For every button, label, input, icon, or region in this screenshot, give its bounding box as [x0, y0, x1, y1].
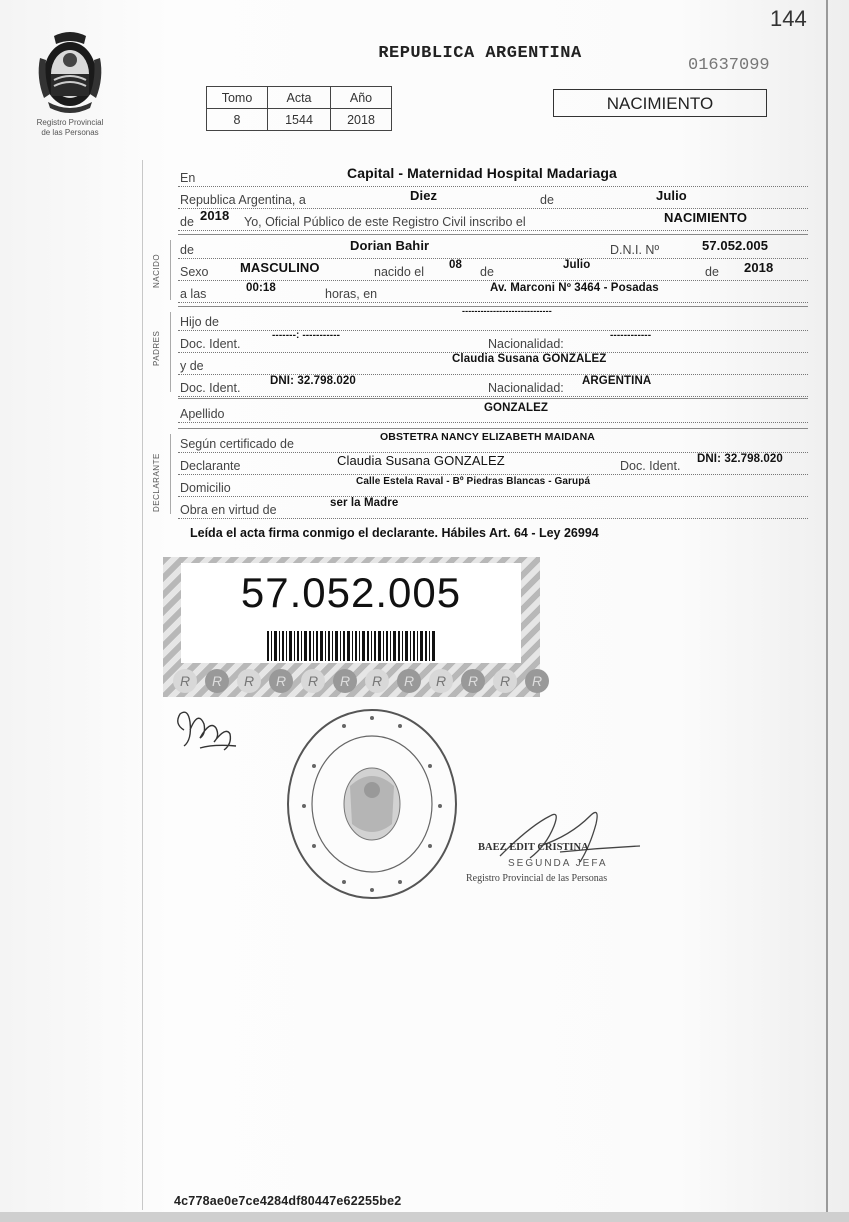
father-doc-label: Doc. Ident.	[180, 337, 241, 351]
closing-text: Leída el acta firma conmigo el declarante. Hábiles Art. 64 - Ley 26994	[190, 526, 599, 540]
serial-number: 01637099	[688, 56, 770, 75]
address-value: Calle Estela Raval - Bº Piedras Blancas - Garupá	[356, 476, 591, 487]
margin-rule	[142, 160, 143, 1210]
father-nacionalidad-label: Nacionalidad:	[488, 337, 564, 351]
padres-section-label: PADRES	[152, 330, 161, 366]
security-r-icon: R	[333, 669, 357, 693]
registry-name	[18, 118, 122, 138]
act-word-value: NACIMIENTO	[664, 210, 748, 225]
apellido-value: GONZALEZ	[484, 402, 549, 414]
nacido-top-rule	[178, 234, 808, 235]
official-role: SEGUNDA JEFA	[508, 858, 608, 869]
nacido-section-bar	[170, 240, 171, 300]
nacido-el-label: nacido el	[374, 265, 425, 279]
y-de-label: y de	[180, 359, 204, 373]
act-type-box: NACIMIENTO	[553, 89, 767, 117]
mother-doc-label: Doc. Ident.	[180, 381, 241, 395]
day-text-value: Diez	[410, 188, 438, 203]
child-dni-value: 57.052.005	[702, 238, 769, 253]
certificado-label: Según certificado de	[180, 437, 294, 451]
declarante-section-label: DECLARANTE	[152, 453, 161, 512]
official-seal-icon	[284, 706, 460, 902]
official-name: BAEZ EDIT CRISTINA	[478, 842, 589, 853]
declarant-signature-icon	[170, 700, 250, 760]
barcode-icon	[267, 631, 437, 661]
tomo-header: Tomo	[207, 87, 268, 109]
dni-sticker	[163, 557, 543, 697]
sticker-dni-number: 57.052.005	[240, 569, 462, 616]
name-de-label: de	[180, 243, 194, 257]
birth-year-value: 2018	[744, 260, 774, 275]
declarante-top-rule	[178, 428, 808, 429]
birth-month-value: Julio	[563, 259, 591, 271]
father-nationality-value: ------------	[610, 330, 652, 341]
declarante-doc-value: DNI: 32.798.020	[697, 453, 783, 465]
sticker-security-pattern	[163, 669, 550, 697]
statement-text: Yo, Oficial Público de este Registro Civil inscribo el	[244, 215, 526, 229]
declarante-doc-label: Doc. Ident.	[620, 459, 681, 473]
domicilio-label: Domicilio	[180, 481, 231, 495]
a-las-label: a las	[180, 287, 207, 301]
republic-label: Republica Argentina, a	[180, 193, 306, 207]
sexo-label: Sexo	[180, 265, 209, 279]
reference-table-value-row	[207, 109, 392, 131]
mother-doc-value: DNI: 32.798.020	[270, 375, 356, 387]
tomo-value: 8	[207, 109, 268, 131]
acta-value: 1544	[268, 109, 331, 131]
child-name-value: Dorian Bahir	[350, 238, 430, 253]
page-number: 144	[770, 6, 807, 31]
page-bottom-edge	[0, 1212, 849, 1222]
anio-header: Año	[331, 87, 392, 109]
security-r-icon: R	[237, 669, 261, 693]
month-text-value: Julio	[656, 188, 687, 203]
nacido-section-label: NACIDO	[152, 253, 161, 288]
en-label: En	[180, 171, 196, 185]
acta-header: Acta	[268, 87, 331, 109]
security-r-icon: R	[365, 669, 389, 693]
place-value: Capital - Maternidad Hospital Madariaga	[347, 165, 617, 181]
mother-nacionalidad-label: Nacionalidad:	[488, 381, 564, 395]
birth-de-label: de	[480, 265, 494, 279]
security-r-icon: R	[461, 669, 485, 693]
padres-section-bar	[170, 312, 171, 392]
father-doc-value: -------: -----------	[272, 330, 341, 341]
birth-de-label-2: de	[705, 265, 719, 279]
security-r-icon: R	[493, 669, 517, 693]
birth-place-value: Av. Marconi Nº 3464 - Posadas	[490, 282, 659, 294]
anio-value: 2018	[331, 109, 392, 131]
certificate-value: OBSTETRA NANCY ELIZABETH MAIDANA	[380, 431, 595, 443]
birth-day-value: 08	[449, 259, 462, 271]
obra-label: Obra en virtud de	[180, 503, 277, 517]
year-text-value: 2018	[200, 208, 230, 223]
registry-name-line2: de las Personas	[41, 128, 99, 137]
horas-label: horas, en	[325, 287, 378, 301]
capacity-value: ser la Madre	[330, 497, 399, 509]
reference-table	[206, 86, 392, 131]
security-r-icon: R	[397, 669, 421, 693]
dni-sticker-label	[181, 563, 521, 663]
dni-label: D.N.I. Nº	[610, 243, 660, 257]
declarante-name-value: Claudia Susana GONZALEZ	[337, 453, 505, 468]
de-label-2: de	[180, 215, 194, 229]
document-hash: 4c778ae0e7ce4284df80447e62255be2	[174, 1194, 402, 1208]
hijo-de-label: Hijo de	[180, 315, 219, 329]
reference-table-header-row	[207, 87, 392, 109]
page-edge	[826, 0, 828, 1222]
security-r-icon: R	[525, 669, 549, 693]
sexo-value: MASCULINO	[240, 260, 320, 275]
provincial-coat-of-arms-logo	[34, 28, 106, 114]
apellido-label: Apellido	[180, 407, 225, 421]
birth-time-value: 00:18	[246, 282, 276, 294]
father-name-value: -----------------------------	[462, 306, 552, 316]
mother-name-value: Claudia Susana GONZALEZ	[452, 353, 607, 365]
apellido-top-rule	[178, 398, 808, 399]
country-title: REPUBLICA ARGENTINA	[378, 44, 582, 63]
mother-nationality-value: ARGENTINA	[582, 375, 652, 387]
security-r-icon: R	[173, 669, 197, 693]
declarante-label: Declarante	[180, 459, 241, 473]
declarante-section-bar	[170, 434, 171, 514]
security-r-icon: R	[269, 669, 293, 693]
security-r-icon: R	[205, 669, 229, 693]
de-label: de	[540, 193, 554, 207]
official-office: Registro Provincial de las Personas	[466, 873, 608, 884]
security-r-icon: R	[429, 669, 453, 693]
registry-name-line1: Registro Provincial	[36, 118, 104, 127]
security-r-icon: R	[301, 669, 325, 693]
